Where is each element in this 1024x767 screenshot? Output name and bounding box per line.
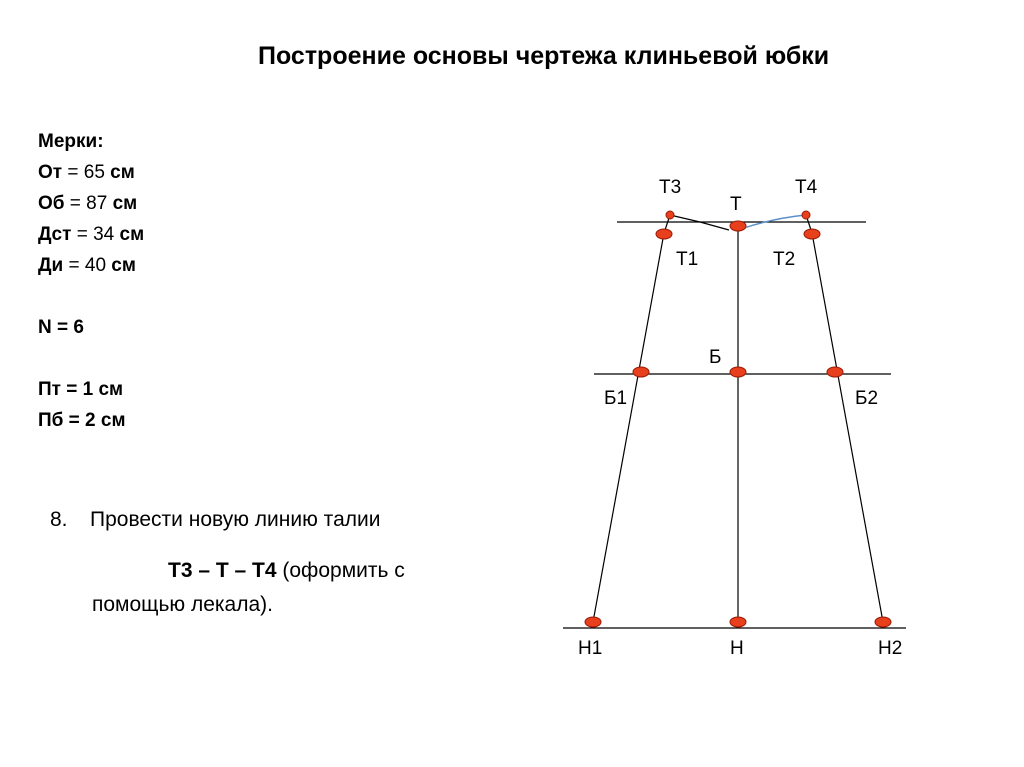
param-pt: Пт = 1 см: [38, 379, 124, 400]
label-t: Т: [730, 194, 742, 215]
measure-ob: Об = 87 см: [38, 193, 138, 214]
construction-lines: [563, 215, 906, 628]
label-b: Б: [709, 347, 722, 368]
label-h: Н: [730, 638, 744, 659]
measures-header: Мерки:: [38, 131, 104, 152]
point-t: [730, 221, 746, 231]
measure-ot: От = 65 см: [38, 162, 135, 183]
point-b2: [827, 367, 843, 377]
point-t1: [656, 229, 672, 239]
measure-dst: Дст = 34 см: [38, 224, 145, 245]
label-t3: Т3: [659, 177, 682, 198]
formula-note: (оформить с: [276, 559, 405, 582]
point-b1: [633, 367, 649, 377]
point-labels: [578, 177, 902, 659]
point-h2: [875, 617, 891, 627]
right-side-seam: [812, 233, 883, 622]
param-pb: Пб = 2 см: [38, 410, 126, 431]
point-t2: [804, 229, 820, 239]
label-t2: Т2: [773, 249, 796, 270]
point-h1: [585, 617, 601, 627]
left-side-seam: [593, 233, 664, 622]
slide-title: Построение основы чертежа клиньевой юбки: [258, 42, 830, 70]
label-h2: Н2: [878, 638, 903, 659]
param-n: N = 6: [38, 317, 84, 338]
label-h1: Н1: [578, 638, 603, 659]
step-text: Провести новую линию талии: [90, 508, 381, 531]
point-b: [730, 367, 746, 377]
label-t1: Т1: [676, 249, 699, 270]
formula-points: Т3 – Т – Т4: [168, 559, 277, 582]
step-number: 8.: [50, 508, 68, 531]
label-b1: Б1: [604, 388, 628, 409]
measure-di: Ди = 40 см: [38, 255, 136, 276]
label-b2: Б2: [855, 388, 879, 409]
formula-continuation: помощью лекала).: [92, 593, 273, 616]
point-h: [730, 617, 746, 627]
point-t4: [802, 211, 810, 219]
label-t4: Т4: [795, 177, 818, 198]
point-t3: [666, 211, 674, 219]
